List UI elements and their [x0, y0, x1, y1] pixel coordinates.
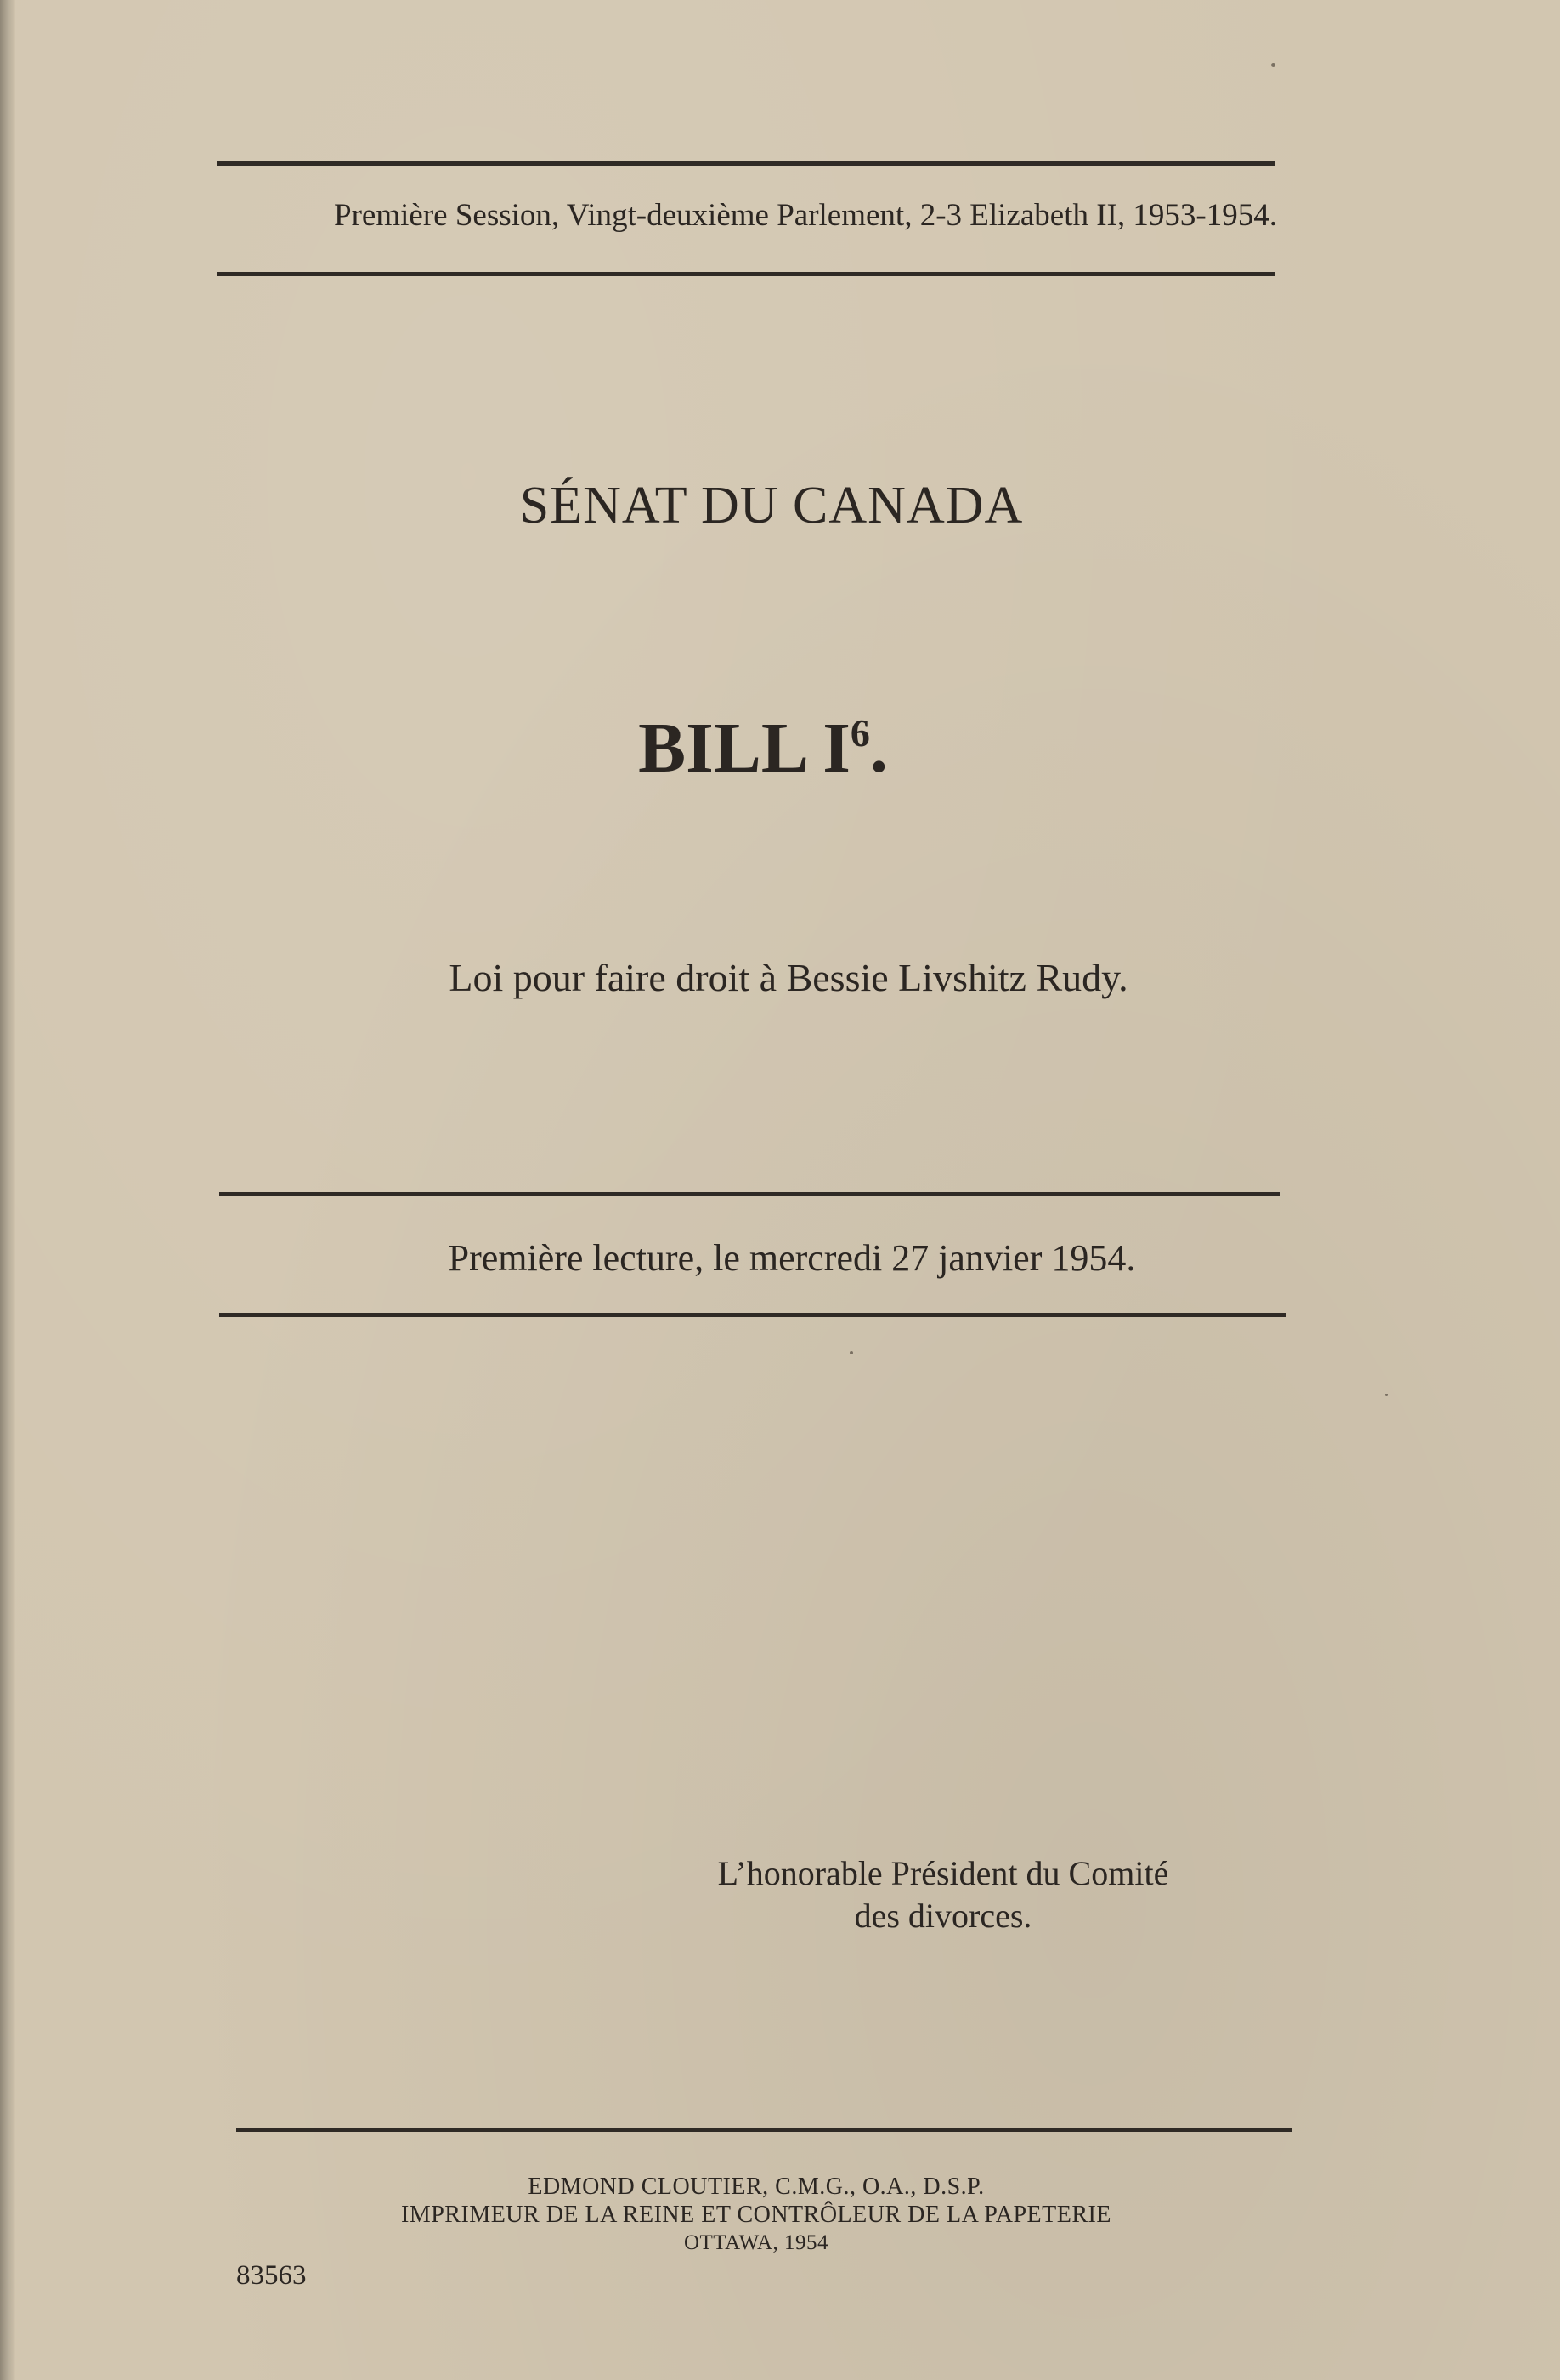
senate-heading: SÉNAT DU CANADA	[519, 477, 1024, 534]
paper-speck	[1385, 1394, 1388, 1396]
sponsor-line-2: des divorces.	[854, 1897, 1032, 1935]
sponsor-line-1: L’honorable Président du Comité	[717, 1854, 1169, 1892]
printer-city: OTTAWA, 1954	[683, 2231, 829, 2254]
printer-rule	[236, 2128, 1292, 2132]
print-number: 83563	[236, 2260, 307, 2291]
bill-title-superscript: 6	[850, 711, 870, 755]
session-line: Première Session, Vingt-deuxième Parlement, 2-3 Elizabeth II, 1953-1954.	[334, 198, 1277, 233]
top-rule-lower	[217, 272, 1275, 276]
top-rule-upper	[217, 161, 1275, 166]
paper-speck	[850, 1351, 853, 1354]
first-reading-line: Première lecture, le mercredi 27 janvier 1954.	[448, 1237, 1136, 1279]
paper-speck	[1271, 63, 1275, 67]
reading-rule-lower	[219, 1313, 1286, 1317]
bill-title-period: .	[869, 709, 888, 788]
reading-rule-upper	[219, 1192, 1280, 1196]
sponsor-block	[612, 1852, 1275, 1937]
page-binding-edge	[0, 0, 15, 2380]
printer-name: EDMOND CLOUTIER, C.M.G., O.A., D.S.P.	[528, 2174, 985, 2200]
printer-imprint	[204, 2173, 1308, 2257]
bill-description: Loi pour faire droit à Bessie Livshitz Rudy.	[449, 956, 1128, 999]
printer-title: IMPRIMEUR DE LA REINE ET CONTRÔLEUR DE LA PAPETERIE	[401, 2202, 1111, 2228]
bill-title-main: BILL I	[638, 709, 851, 788]
bill-title	[0, 707, 1543, 789]
